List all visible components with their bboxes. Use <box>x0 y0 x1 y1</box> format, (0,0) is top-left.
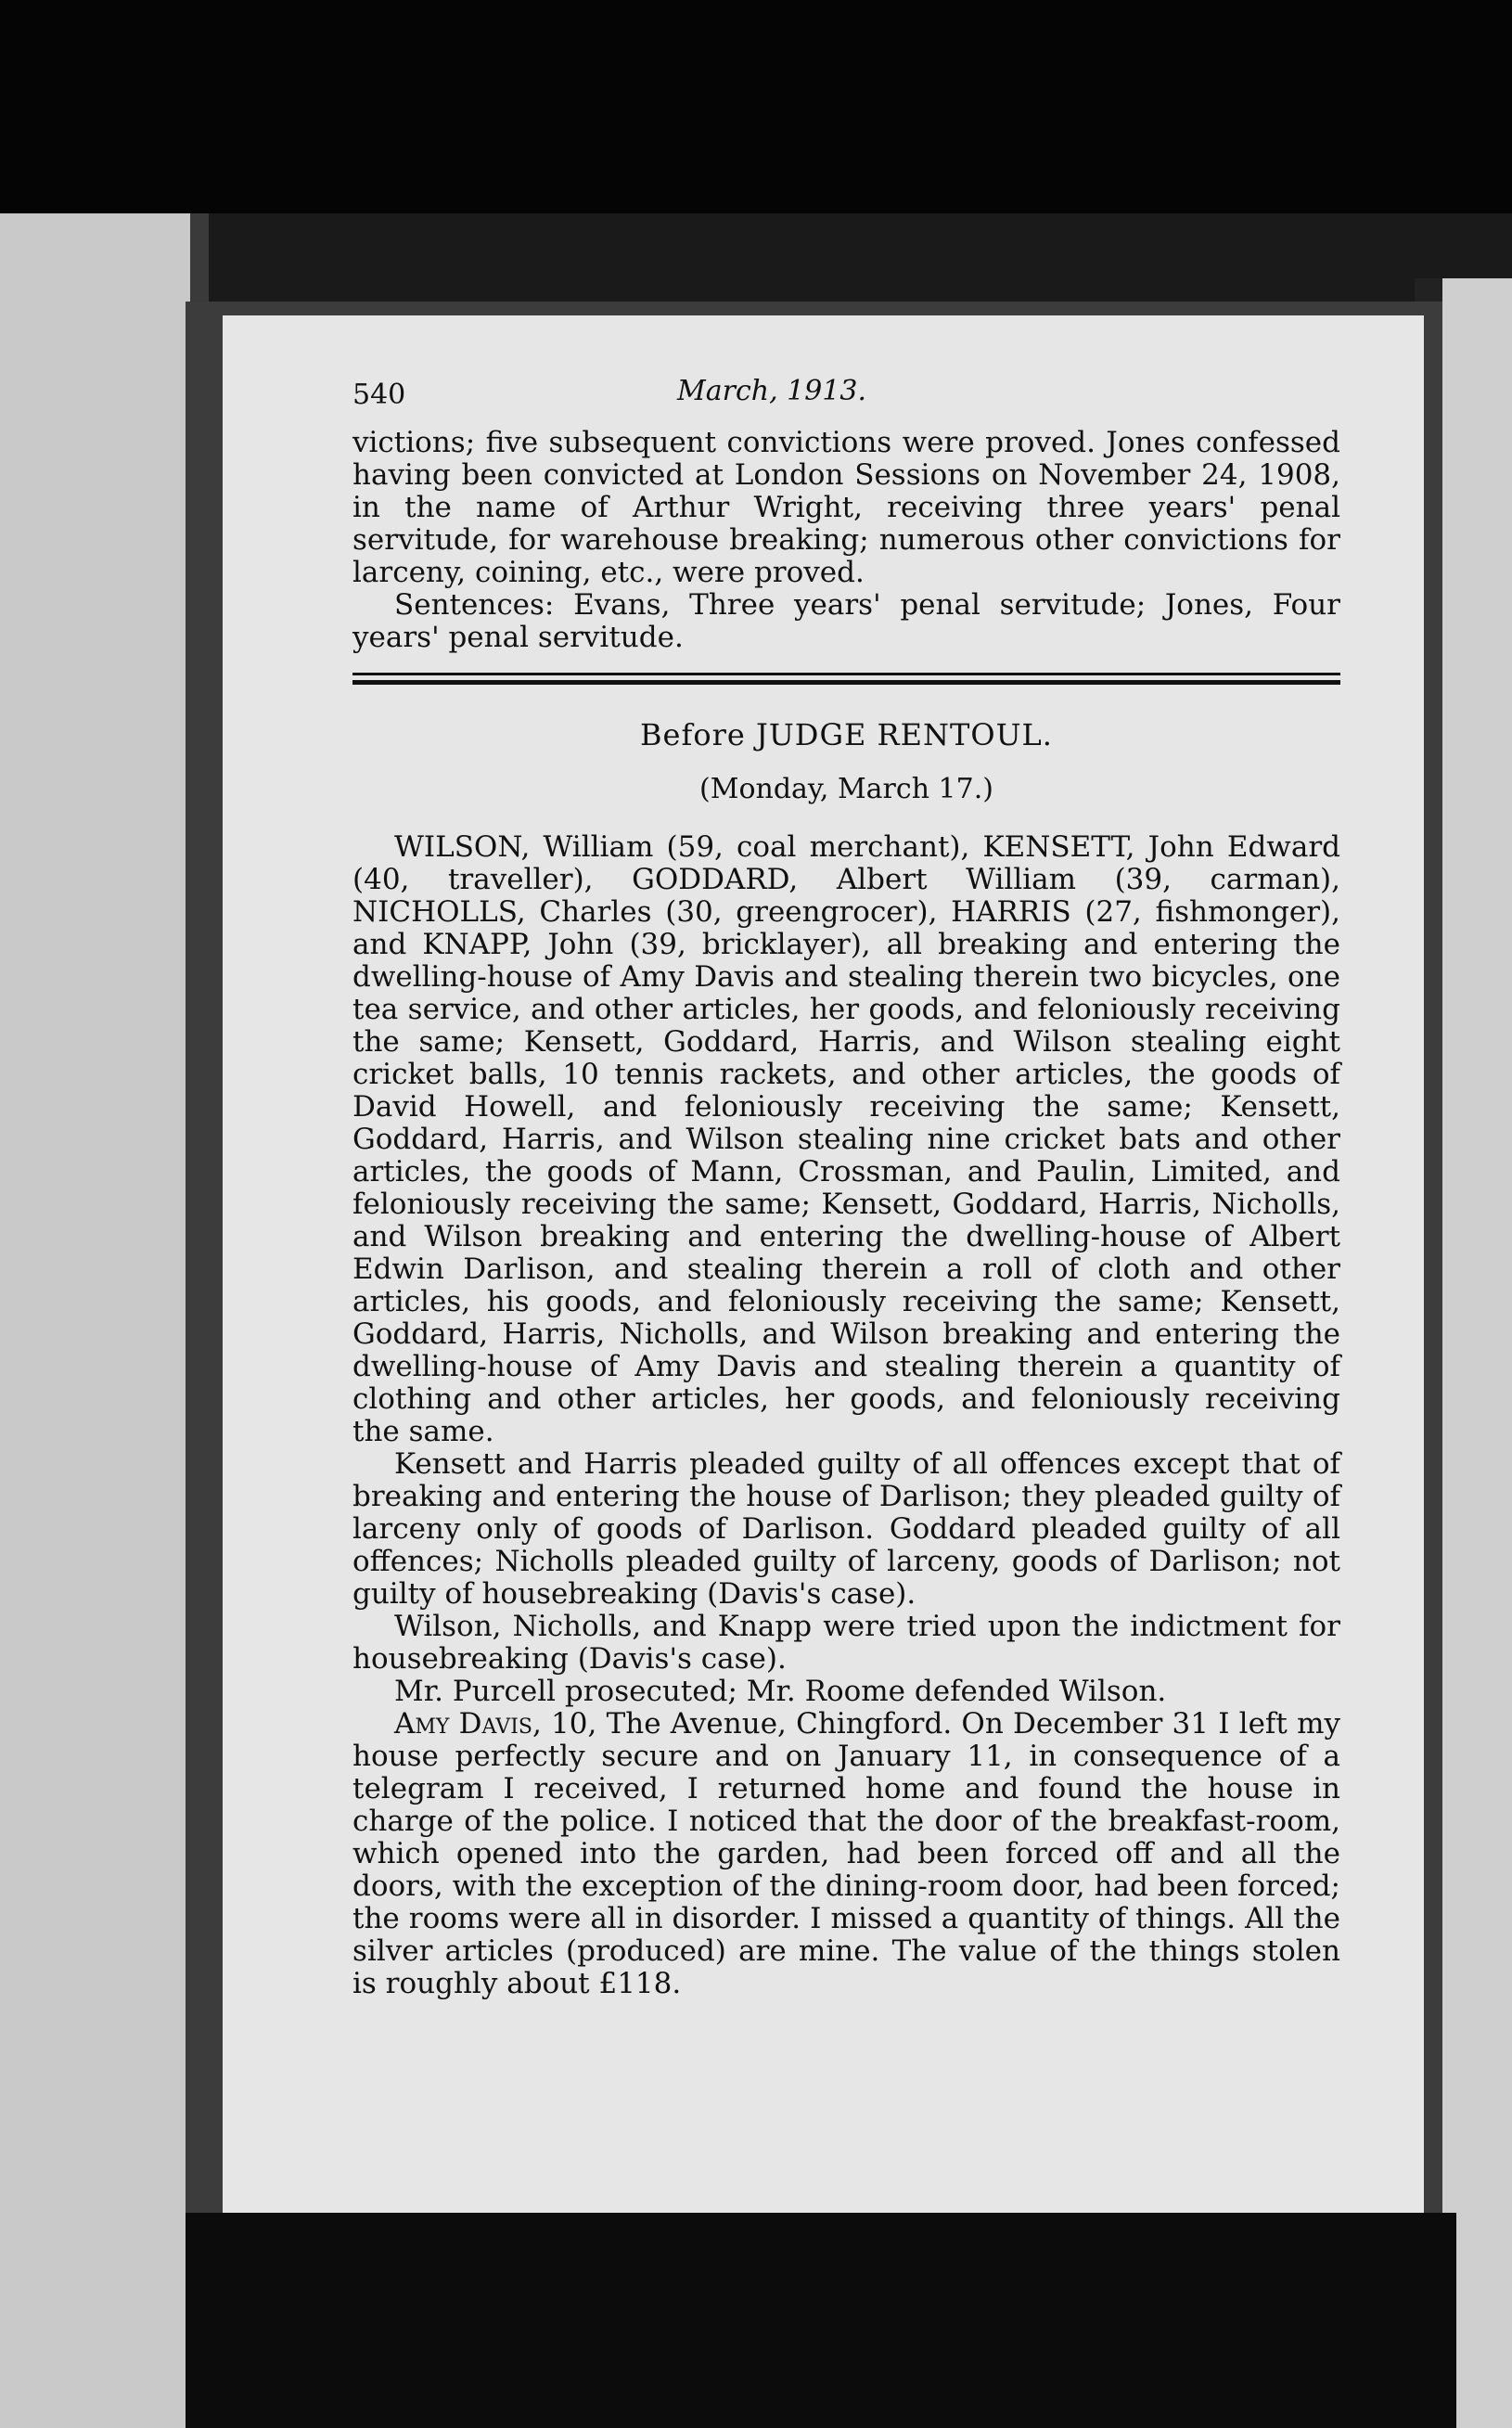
sentences-paragraph: Sentences: Evans, Three years' penal servitude; Jones, Four years' penal servitude. <box>352 588 1340 654</box>
pleas-paragraph: Kensett and Harris pleaded guilty of all offences except that of breaking and entering the house of Darlison; they pleaded guilty of larceny only of goods of Darlison. Goddard pleaded guilty of all offences; Nicholls pleaded guilty of larceny, goods of Darlison; not guilty of housebreaking (Davis's case). <box>352 1447 1340 1611</box>
document-page <box>223 315 1424 2213</box>
film-top-edge <box>0 0 1512 213</box>
film-bottom-edge <box>186 2213 1456 2428</box>
page-number: 540 <box>352 379 406 411</box>
facing-page-left <box>0 213 190 2428</box>
indictment-paragraph: WILSON, William (59, coal merchant), KENSETT, John Edward (40, traveller), GODDARD, Albert William (39, carman), NICHOLLS, Charles (30, greengrocer), HARRIS (27, fishmonger), and KNAPP, John (39, bricklayer), all breaking and entering the dwelling-house of Amy Davis and stealing therein two bicycles, one tea service, and other articles, her goods, and feloniously receiving the same; Kensett, Goddard, Harris, and Wilson stealing eight cricket balls, 10 tennis rackets, and other articles, the goods of David Howell, and feloniously receiving the same; Kensett, Goddard, Harris, and Wilson stealing nine cricket bats and other articles, the goods of Mann, Crossman, and Paulin, Limited, and feloniously receiving the same; Kensett, Goddard, Harris, Nicholls, and Wilson breaking and entering the dwelling-house of Albert Edwin Darlison, and stealing therein a roll of cloth and other articles, his goods, and feloniously receiving the same; Kensett, Goddard, Harris, Nicholls, and Wilson breaking and entering the dwelling-house of Amy Davis and stealing therein a quantity of clothing and other articles, her goods, and feloniously receiving the same. <box>352 830 1340 1448</box>
divider-thin <box>352 673 1340 675</box>
facing-page-right <box>1442 278 1512 2428</box>
session-date: (Monday, March 17.) <box>699 773 993 805</box>
continuation-paragraph: victions; five subsequent convictions were proved. Jones confessed having been convicted at London Sessions on November 24, 1908, in the name of Arthur Wright, receiving three years' penal servitude, for warehouse breaking; numerous other convictions for larceny, coining, etc., were proved. <box>352 426 1340 589</box>
running-head: March, 1913. <box>677 375 867 407</box>
section-title: Before JUDGE RENTOUL. <box>640 717 1053 752</box>
witness-name: Amy Davis <box>394 1707 532 1741</box>
counsel-paragraph: Mr. Purcell prosecuted; Mr. Roome defended Wilson. <box>394 1675 1167 1708</box>
trial-paragraph: Wilson, Nicholls, and Knapp were tried upon the indictment for housebreaking (Davis's case). <box>352 1610 1340 1676</box>
divider-thick <box>352 680 1340 685</box>
page-header <box>352 371 1340 427</box>
witness-paragraph <box>352 1708 1340 2000</box>
witness-testimony: , 10, The Avenue, Chingford. On December 31 I left my house perfectly secure and on January 11, in consequence of a telegram I received, I returned home and found the house in charge of the police. I noticed that the door of the breakfast-room, which opened into the garden, had been forced off and all the doors, with the exception of the dining-room door, had been forced; the rooms were all in disorder. I missed a quantity of things. All the silver articles (produced) are mine. The value of the things stolen is roughly about £118. <box>352 1707 1340 2000</box>
